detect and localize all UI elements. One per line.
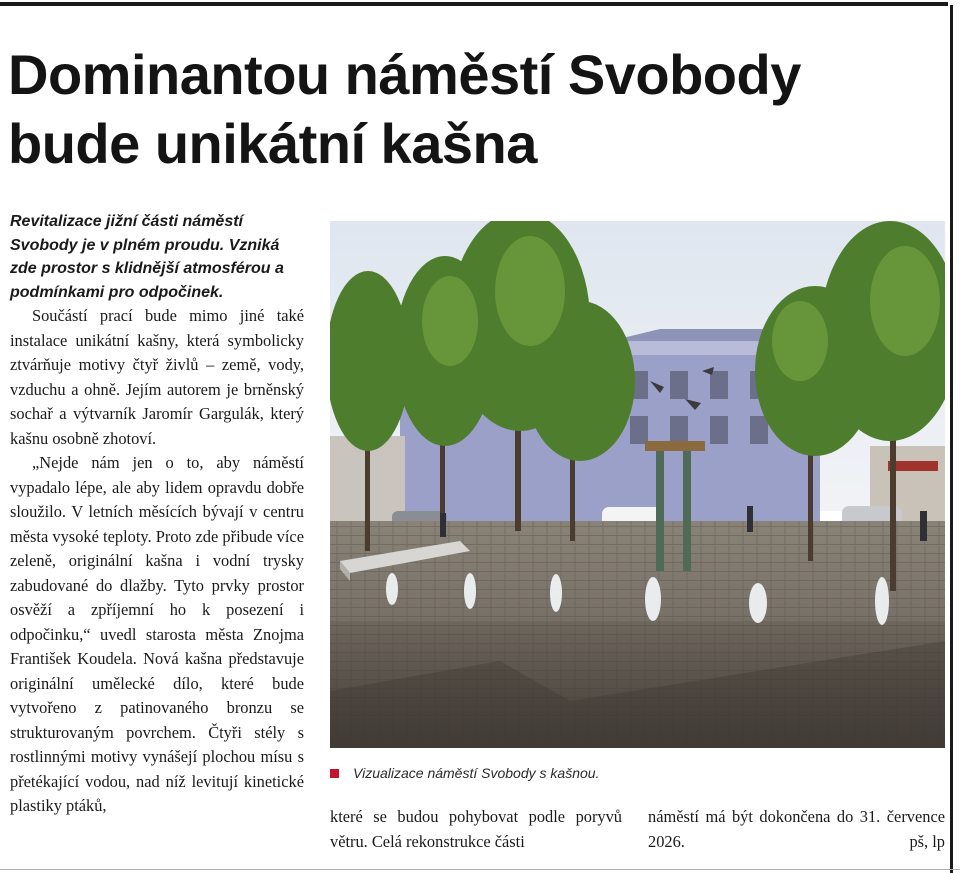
paragraph-2-quote: „Nejde nám jen o to, aby náměstí vypadalo lépe, ale aby lidem opravdu dobře sloužilo. V letních měsících bývají v centru města vysoké teploty. Proto zde přibude více zeleně, originální kašna i vodní trysky zabudované do dlažby. Tyto prvky prostor osvěží a zpříjemní ho k posezení i odpočinku,“ uvedl starosta města Znojma František Koudela. Nová kašna představuje originální umělecké dílo, které bude vytvořeno z patinovaného bronzu se strukturovaným povrchem. Čtyři stély s rostlinnými motivy vynášejí plochou mísu s přetékající vodou, nad níž levitují kinetické plastiky ptáků, — [10, 453, 304, 815]
right-rule — [950, 5, 953, 873]
caption-marker — [330, 769, 339, 778]
column-3-text — [648, 805, 945, 854]
top-rule — [0, 2, 948, 6]
column-3-body: náměstí má být dokončena do 31. července 2026. — [648, 807, 945, 851]
column-1 — [10, 210, 304, 819]
fountain-visualization-photo — [330, 221, 945, 748]
paragraph-1: Součástí prací bude mimo jiné také instalace unikátní kašny, která symbolicky ztvárňuje motivy čtyř živlů – země, vody, vzduchu a ohně. Jejím autorem je brněnský sochař a výtvarník Jaromír Gargulák, který kašnu osobně zhotoví. — [10, 306, 304, 448]
author-signoff: pš, lp — [909, 831, 945, 851]
column-2 — [330, 805, 622, 854]
photo-caption — [330, 762, 945, 784]
article-headline: Dominantou náměstí Svobody bude unikátní kašna — [8, 43, 801, 175]
caption-text: Vizualizace náměstí Svobody s kašnou. — [353, 765, 600, 781]
article-lead: Revitalizace jižní části náměstí Svobody je v plném proudu. Vzniká zde prostor s klidnější atmosférou a podmínkami pro odpočinek. — [10, 213, 284, 301]
column-3 — [648, 805, 945, 854]
column-2-text: které se budou pohybovat podle poryvů větru. Celá rekonstrukce části — [330, 807, 622, 851]
bottom-rule — [0, 869, 960, 870]
